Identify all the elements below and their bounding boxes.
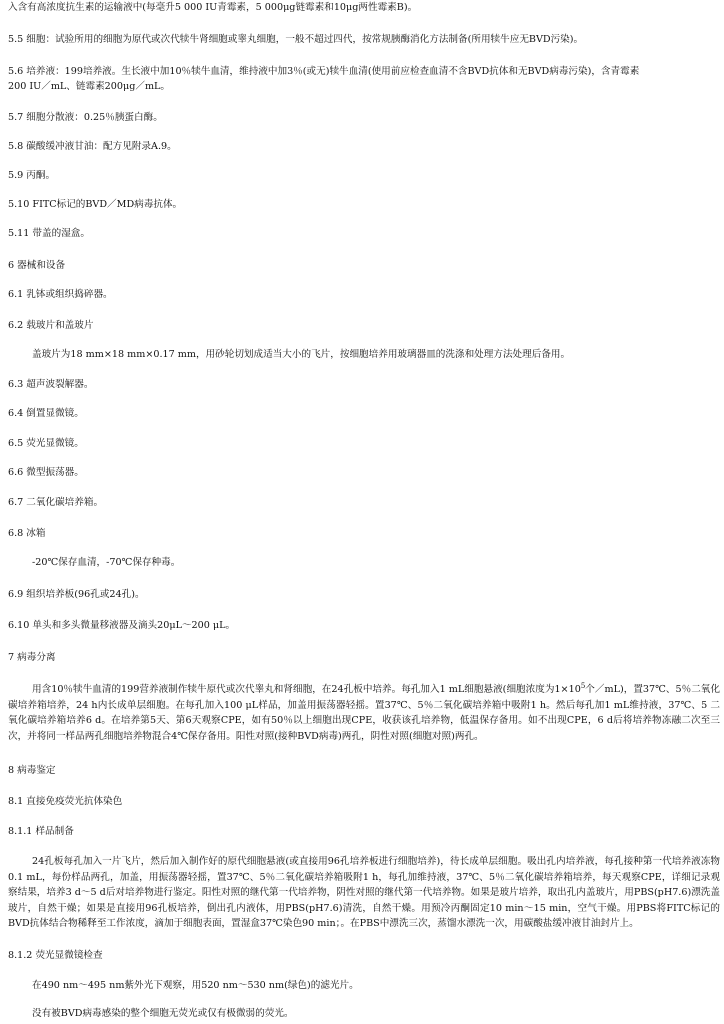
section-5-5: 5.5 细胞：试验所用的细胞为原代或次代犊牛肾细胞或睾丸细胞，一般不超过四代，按常规胰酶消化方法制备(所用犊牛应无BVD污染)。 [8,34,584,45]
section-8-1: 8.1 直接免疫荧光抗体染色 [8,796,123,807]
section-5-9: 5.9 丙酮。 [8,170,56,181]
section-5-6: 5.6 培养液：199培养液。生长液中加10％犊牛血清，维持液中加3％(或无)犊牛血清(使用前应检查血清不含BVD抗体和无BVD病毒污染)，含青霉素 [8,66,640,77]
section-6-3: 6.3 超声波裂解器。 [8,379,94,390]
section-8-heading: 8 病毒鉴定 [8,765,56,776]
section-5-7: 5.7 细胞分散液：0.25％胰蛋白酶。 [8,112,163,123]
section-6-8-text: -20℃保存血清，-70℃保存种毒。 [32,557,181,568]
section-6-7: 6.7 二氧化碳培养箱。 [8,497,104,508]
text-line: 入含有高浓度抗生素的运输液中(每毫升5 000 IU青霉素，5 000μg链霉素和10μg两性霉素B)。 [8,2,418,13]
section-6-2-text: 盖玻片为18 mm×18 mm×0.17 mm，用砂轮切划成适当大小的飞片，按细胞培养用玻璃器皿的洗涤和处理方法处理后备用。 [32,349,571,360]
section-6-1: 6.1 乳钵或组织捣碎器。 [8,289,113,300]
section-6-10: 6.10 单头和多头微量移液器及滴头20μL～200 μL。 [8,620,236,631]
section-5-10: 5.10 FITC标记的BVD／MD病毒抗体。 [8,199,183,210]
section-8-1-2: 8.1.2 荧光显微镜检查 [8,950,103,961]
section-8-1-1: 8.1.1 样品制备 [8,826,74,837]
section-8-1-1-paragraph: 24孔板每孔加入一片飞片，然后加入制作好的原代细胞悬液(或直接用96孔培养板进行细胞培养)，待长成单层细胞。吸出孔内培养液，每孔接种第一代培养液冻物0.1 mL，每份样品两孔，加盖，用振荡器轻摇，置37℃、5％二氧化碳培养箱吸附1 h，每孔加维持液，37℃、5％二氧化碳培养箱培养，每天观察CPE，详细记录观察结果，培养3 d～5 d后对培养物进行鉴定。阳性对照的继代第一代培养物，阴性对照的继代第一代培养物。如果是玻片培养，取出孔内盖玻片，用PBS(pH7.6)漂洗盖玻片，自然干燥；如果是直接用96孔板培养，倒出孔内液体，用PBS(pH7.6)清洗，自然干燥。用预冷丙酮固定10 min～15 min，空气干燥。用PBS将FITC标记的BVD抗体结合物稀释至工作浓度，滴加于细胞表面，置湿盒37℃染色90 min；。在PBS中漂洗三次，蒸馏水漂洗一次，用碳酸盐缓冲液甘油封片上。 [8,856,720,929]
section-6-9: 6.9 组织培养板(96孔或24孔)。 [8,589,145,600]
section-8-1-2-text-1: 在490 nm～495 nm紫外光下观察，用520 nm～530 nm(绿色)的滤光片。 [32,980,359,991]
section-6-5: 6.5 荧光显微镜。 [8,438,84,449]
section-5-8: 5.8 碳酸缓冲液甘油：配方见附录A.9。 [8,141,177,152]
section-8-1-2-text-2: 没有被BVD病毒感染的整个细胞无荧光或仅有极微弱的荧光。 [32,1008,294,1019]
section-5-11: 5.11 带盖的湿盒。 [8,228,90,239]
section-6-heading: 6 器械和设备 [8,260,66,271]
section-7-paragraph: 用含10％犊牛血清的199营养液制作犊牛原代或次代睾丸和肾细胞，在24孔板中培养。每孔加入1 mL细胞悬液(细胞浓度为$1\times 10^5$个／mL)，置37℃、5％二氧化碳培养箱培养，24 h内长成单层细胞。在每孔加入100 μL样品，加盖用振荡器轻摇。置37℃、5％二氧化碳培养箱中吸附1 h。然后每孔加1 mL维持液，37℃、5 二氧化碳培养箱培养6 d。在培养第5天、第6天观察CPE，如有50％以上细胞出现CPE，收获该孔培养物，低温保存备用。如不出现CPE，6 d后将培养物冻融二次至三次，并将同一样品两孔细胞培养物混合4℃保存备用。阳性对照(接种BVD病毒)两孔，阴性对照(细胞对照)两孔。 [8,681,720,742]
section-6-6: 6.6 微型振荡器。 [8,467,84,478]
section-6-2: 6.2 载玻片和盖玻片 [8,320,94,331]
section-6-4: 6.4 倒置显微镜。 [8,408,84,419]
section-5-6-cont: 200 IU／mL、链霉素200μg／mL。 [8,81,171,92]
section-7-heading: 7 病毒分离 [8,652,56,663]
section-6-8: 6.8 冰箱 [8,528,46,539]
